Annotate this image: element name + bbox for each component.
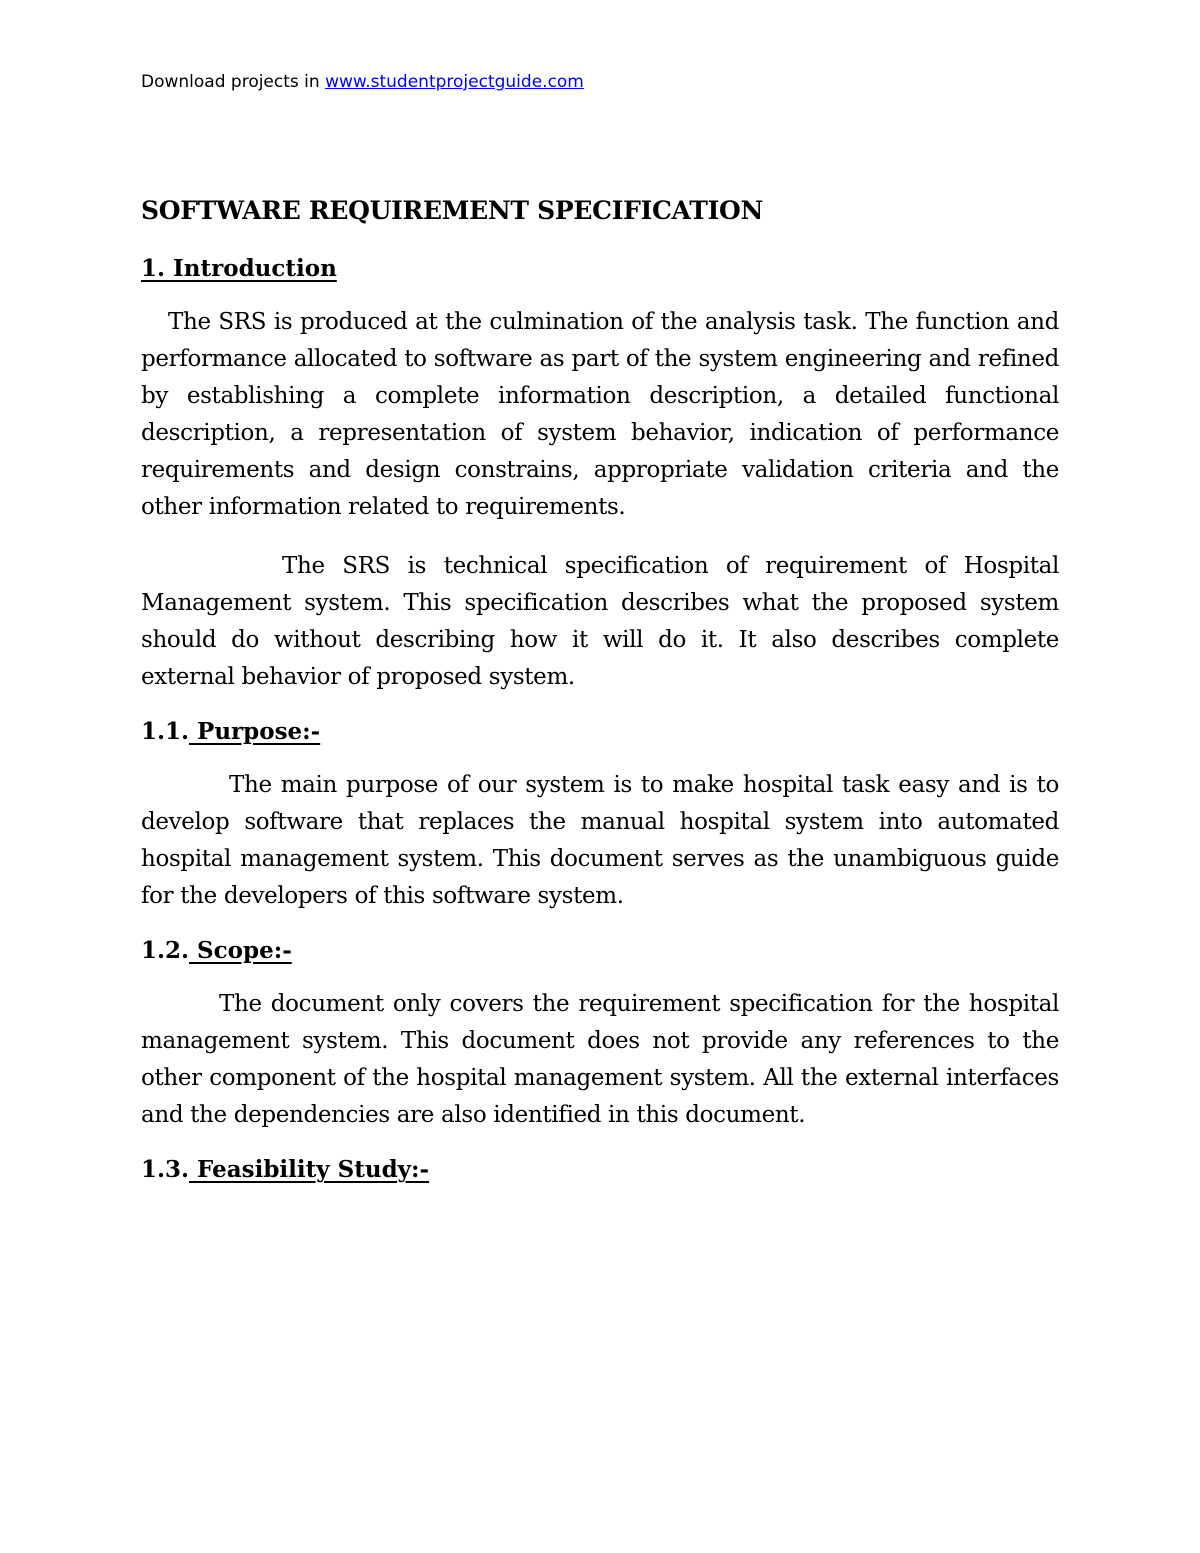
purpose-heading [141,718,1059,745]
feasibility-number: 1.3. [141,1156,190,1183]
scope-paragraph: The document only covers the requirement specification for the hospital management system. This document does not provide any references to the other component of the hospital management system. All the external interfaces and the dependencies are also identified in this document. [141,991,1059,1128]
feasibility-title: Feasibility Study:- [189,1156,430,1183]
header-prefix: Download projects in [141,72,326,92]
purpose-paragraph: The main purpose of our system is to make hospital task easy and is to develop software that replaces the manual hospital system into automated hospital management system. This document serves as the unambiguous guide for the developers of this software system. [141,772,1059,909]
scope-title: Scope:- [189,937,292,964]
scope-number: 1.2. [141,937,190,964]
introduction-heading [141,255,1059,282]
feasibility-heading [141,1156,1059,1183]
purpose-number: 1.1. [141,718,190,745]
document-body [141,196,1059,1205]
purpose-title: Purpose:- [189,718,321,745]
introduction-paragraph-2: The SRS is technical specification of requirement of Hospital Management system. This specification describes what the proposed system should do without describing how it will do it. It also describes complete external behavior of proposed system. [141,553,1059,690]
scope-heading [141,937,1059,964]
introduction-paragraph-1: The SRS is produced at the culmination of the analysis task. The function and performance allocated to software as part of the system engineering and refined by establishing a complete information description, a detailed functional description, a representation of system behavior, indication of performance requirements and design constrains, appropriate validation criteria and the other information related to requirements. [141,309,1059,520]
header-website-link[interactable]: www.studentprojectguide.com [325,72,584,92]
document-title: SOFTWARE REQUIREMENT SPECIFICATION [141,196,764,225]
page-header [141,72,584,92]
introduction-heading-text: 1. Introduction [141,255,337,282]
